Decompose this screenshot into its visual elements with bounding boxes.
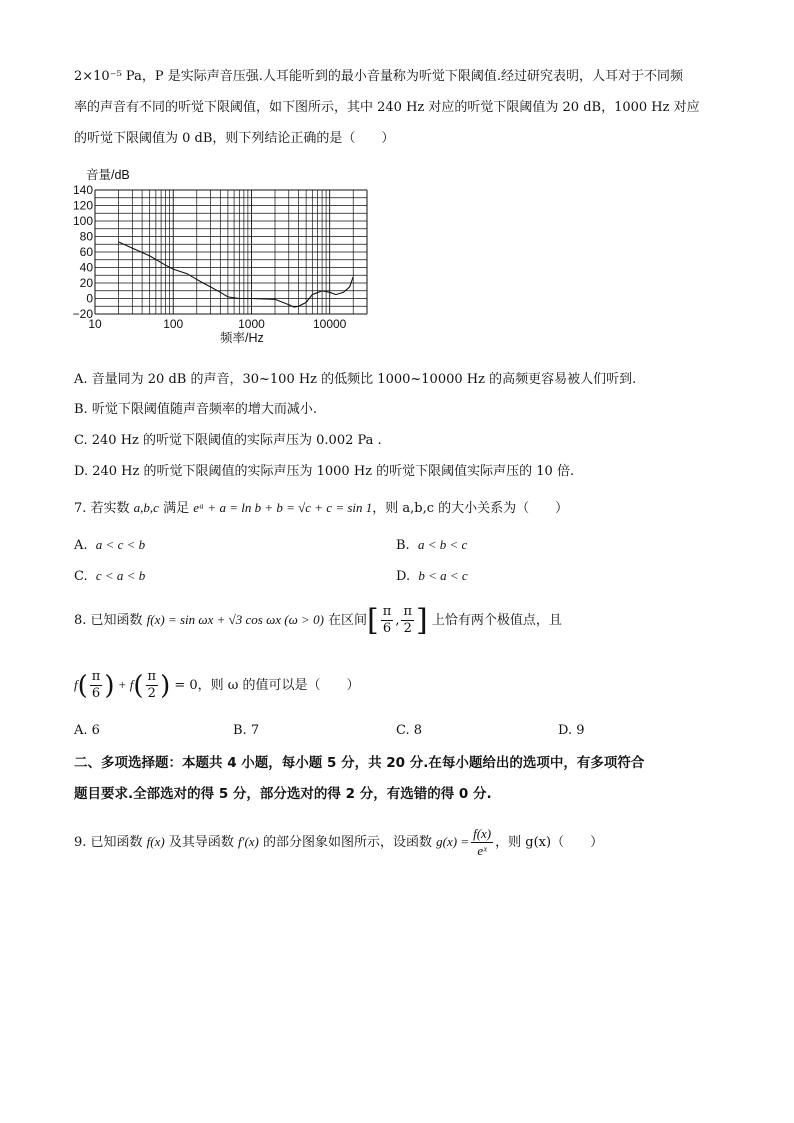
q8-cond-frac-pi-2: $\frac{\pi}{2}$	[147, 669, 157, 701]
y-tick-label: 140	[72, 183, 93, 197]
q8-function: f(x) = sin ωx + √3 cos ωx (ω > 0)	[146, 612, 324, 627]
q7-equation: eᵃ + a = ln b + b = √c + c = sin 1	[193, 500, 373, 515]
q8-condition: f( $\frac{\pi}{6}$ ) + f( $\frac{\pi}{2}$ ) = 0，则 ω 的值可以是（ ）	[74, 669, 360, 701]
q8-option-b: B. 7	[233, 723, 260, 738]
x-tick-label: 100	[163, 317, 184, 331]
q9-stem: 9. 已知函数 f(x) 及其导函数 f′(x) 的部分图象如图所示，设函数 g(x) = $\frac{f(x)}{\text{eˣ}}$ ，则 g(x)（ ）	[74, 826, 604, 858]
q6-option-b: B. 听觉下限阈值随声音频率的增大而减小.	[74, 402, 317, 417]
q6-option-c: C. 240 Hz 的听觉下限阈值的实际声压为 0.002 Pa .	[74, 433, 382, 448]
y-tick-label: 120	[72, 198, 93, 213]
x-tick-label: 1000	[238, 317, 265, 331]
y-tick-label: 60	[79, 245, 93, 259]
y-tick-label: 0	[86, 291, 93, 306]
y-tick-label: 40	[79, 260, 93, 275]
y-tick-label: −20	[72, 307, 93, 321]
q8-frac-pi-2: $\frac{\pi}{2}$	[403, 604, 412, 636]
y-axis-label: 音量/dB	[86, 168, 130, 182]
q8-right-bracket: ]	[416, 602, 428, 638]
q7-prefix: 7. 若实数	[74, 501, 134, 516]
q7-suffix: ，则 a,b,c 的大小关系为（ ）	[372, 501, 569, 516]
q8-left-bracket: [	[367, 602, 379, 638]
q7-stem	[74, 499, 568, 518]
q7-mid: 满足	[158, 501, 194, 516]
q8-option-c: C. 8	[396, 723, 423, 738]
q7-option-b: B. a < b < c	[396, 537, 468, 553]
q8-prefix: 8. 已知函数	[74, 613, 147, 628]
q7-option-d: D. b < a < c	[396, 568, 468, 584]
q9-fraction: $\frac{f(x)}{\text{eˣ}}$	[473, 826, 492, 858]
q8-stem: 8. 已知函数 f(x) = sin ωx + √3 cos ωx (ω > 0) 在区间[ $\frac{\pi}{6}$ , $\frac{\pi}{2}$ ] 上恰有两个极值点，且	[74, 602, 562, 638]
hearing-threshold-chart	[60, 162, 400, 352]
y-tick-label: 80	[79, 229, 93, 244]
q7-vars: a,b,c	[133, 500, 159, 515]
q6-option-d: D. 240 Hz 的听觉下限阈值的实际声压为 1000 Hz 的听觉下限阈值实际声压的 10 倍.	[74, 464, 575, 479]
intro-line-2: 率的声音有不同的听觉下限阈值，如下图所示，其中 240 Hz 对应的听觉下限阈值为 20 dB，1000 Hz 对应	[74, 100, 700, 115]
q9-prefix: 9. 已知函数	[74, 835, 147, 850]
q8-option-a: A. 6	[74, 723, 100, 738]
y-tick-label: 100	[72, 214, 93, 228]
q7-option-c: C. c < a < b	[74, 568, 146, 584]
q8-cond-frac-pi-6: $\frac{\pi}{6}$	[91, 669, 101, 701]
x-axis-label: 频率/Hz	[220, 331, 264, 345]
y-tick-label: 20	[79, 276, 93, 290]
q8-after: 上恰有两个极值点，且	[427, 613, 562, 628]
q8-option-d: D. 9	[558, 723, 585, 738]
q8-interval-text: 在区间	[323, 613, 368, 628]
chart-grid	[95, 190, 367, 314]
q8-frac-pi-6: $\frac{\pi}{6}$	[382, 604, 392, 636]
intro-line-1: 2×10⁻⁵ Pa，P 是实际声音压强.人耳能听到的最小音量称为听觉下限阈值.经过研究表明，人耳对于不同频	[74, 69, 683, 84]
section-2-heading-line-1: 二、多项选择题：本题共 4 小题，每小题 5 分，共 20 分.在每小题给出的选项中，有多项符合	[74, 755, 645, 771]
q6-option-a: A. 音量同为 20 dB 的声音，30~100 Hz 的低频比 1000~10000 Hz 的高频更容易被人们听到.	[74, 372, 637, 387]
section-2-heading-line-2: 题目要求.全部选对的得 5 分，部分选对的得 2 分，有选错的得 0 分.	[74, 786, 492, 802]
x-tick-label: 10000	[312, 317, 347, 331]
q7-option-a: A. a < c < b	[74, 537, 146, 553]
x-tick-label: 10	[88, 317, 102, 331]
intro-line-3: 的听觉下限阈值为 0 dB，则下列结论正确的是（ ）	[74, 131, 395, 146]
